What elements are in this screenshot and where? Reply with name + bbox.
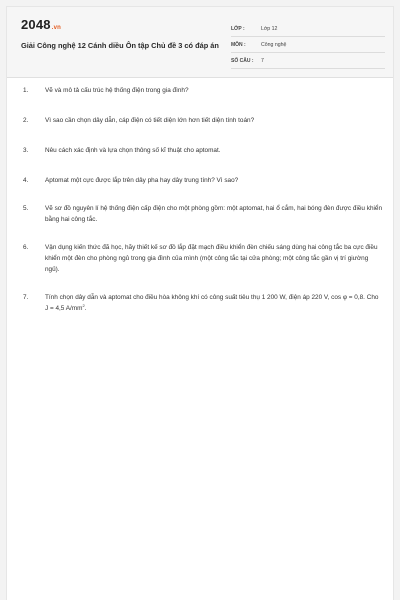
question-item (23, 145, 383, 156)
question-text-superscript: 2 (82, 302, 85, 308)
question-list (23, 85, 383, 314)
question-number: 1. (23, 87, 29, 94)
document-title: Giải Công nghệ 12 Cánh diều Ôn tập Chủ đề 3 có đáp án (21, 41, 219, 50)
logo-suffix: .vn (51, 25, 62, 31)
question-text: Vẽ và mô tả cấu trúc hệ thống điện trong gia đình? (45, 87, 189, 94)
document-meta (231, 21, 385, 69)
site-logo[interactable] (21, 17, 61, 32)
question-text: Vẽ sơ đồ nguyên lí hệ thống điện cấp điện cho một phòng gồm: một aptomat, hai ổ cắm, hai bóng đèn được điều khiển bằng hai công tắc. (45, 205, 383, 223)
question-number: 3. (23, 147, 29, 154)
question-text: Aptomat một cực được lắp trên dây pha hay dây trung tính? Vì sao? (45, 177, 239, 184)
question-text (45, 292, 383, 314)
meta-value: Lớp 12 (261, 25, 278, 32)
question-text: Vận dụng kiến thức đã học, hãy thiết kế sơ đồ lắp đặt mạch điều khiển đèn chiếu sáng dùng hai công tắc ba cực điều khiển một đèn cho phòng ngủ trong gia đình của mình (một công tắc tại cửa phòng; một công tắc gần vị trí giường ngủ). (45, 244, 378, 273)
question-number: 5. (23, 205, 29, 212)
meta-label: LỚP : (231, 25, 245, 32)
question-item (23, 242, 383, 275)
question-item (23, 175, 383, 186)
meta-value: 7 (261, 57, 264, 64)
question-text: Nêu cách xác định và lựa chọn thông số kĩ thuật cho aptomat. (45, 147, 221, 154)
meta-row-question-count (231, 53, 385, 69)
document-page (6, 6, 394, 600)
logo-main: 2048 (21, 17, 51, 32)
question-text: Vì sao cần chọn dây dẫn, cáp điện có tiết diện lớn hơn tiết diện tính toán? (45, 117, 255, 124)
question-number: 2. (23, 117, 29, 124)
meta-row-subject (231, 37, 385, 53)
question-item (23, 115, 383, 126)
question-item (23, 85, 383, 96)
question-text-main: Tính chọn dây dẫn và aptomat cho điều hòa không khí có công suất tiêu thụ 1 200 W, điện áp 220 V, cos φ = 0,8. Cho J = 4,5 A/mm (45, 294, 379, 312)
question-number: 7. (23, 294, 29, 301)
meta-row-class (231, 21, 385, 37)
meta-label: MÔN : (231, 41, 246, 48)
meta-value: Công nghệ (261, 41, 287, 48)
question-number: 4. (23, 177, 29, 184)
question-number: 6. (23, 244, 29, 251)
question-item (23, 203, 383, 225)
document-header (7, 7, 393, 78)
meta-label: SỐ CÂU : (231, 57, 254, 64)
question-item (23, 292, 383, 314)
question-text-end: . (84, 305, 87, 312)
